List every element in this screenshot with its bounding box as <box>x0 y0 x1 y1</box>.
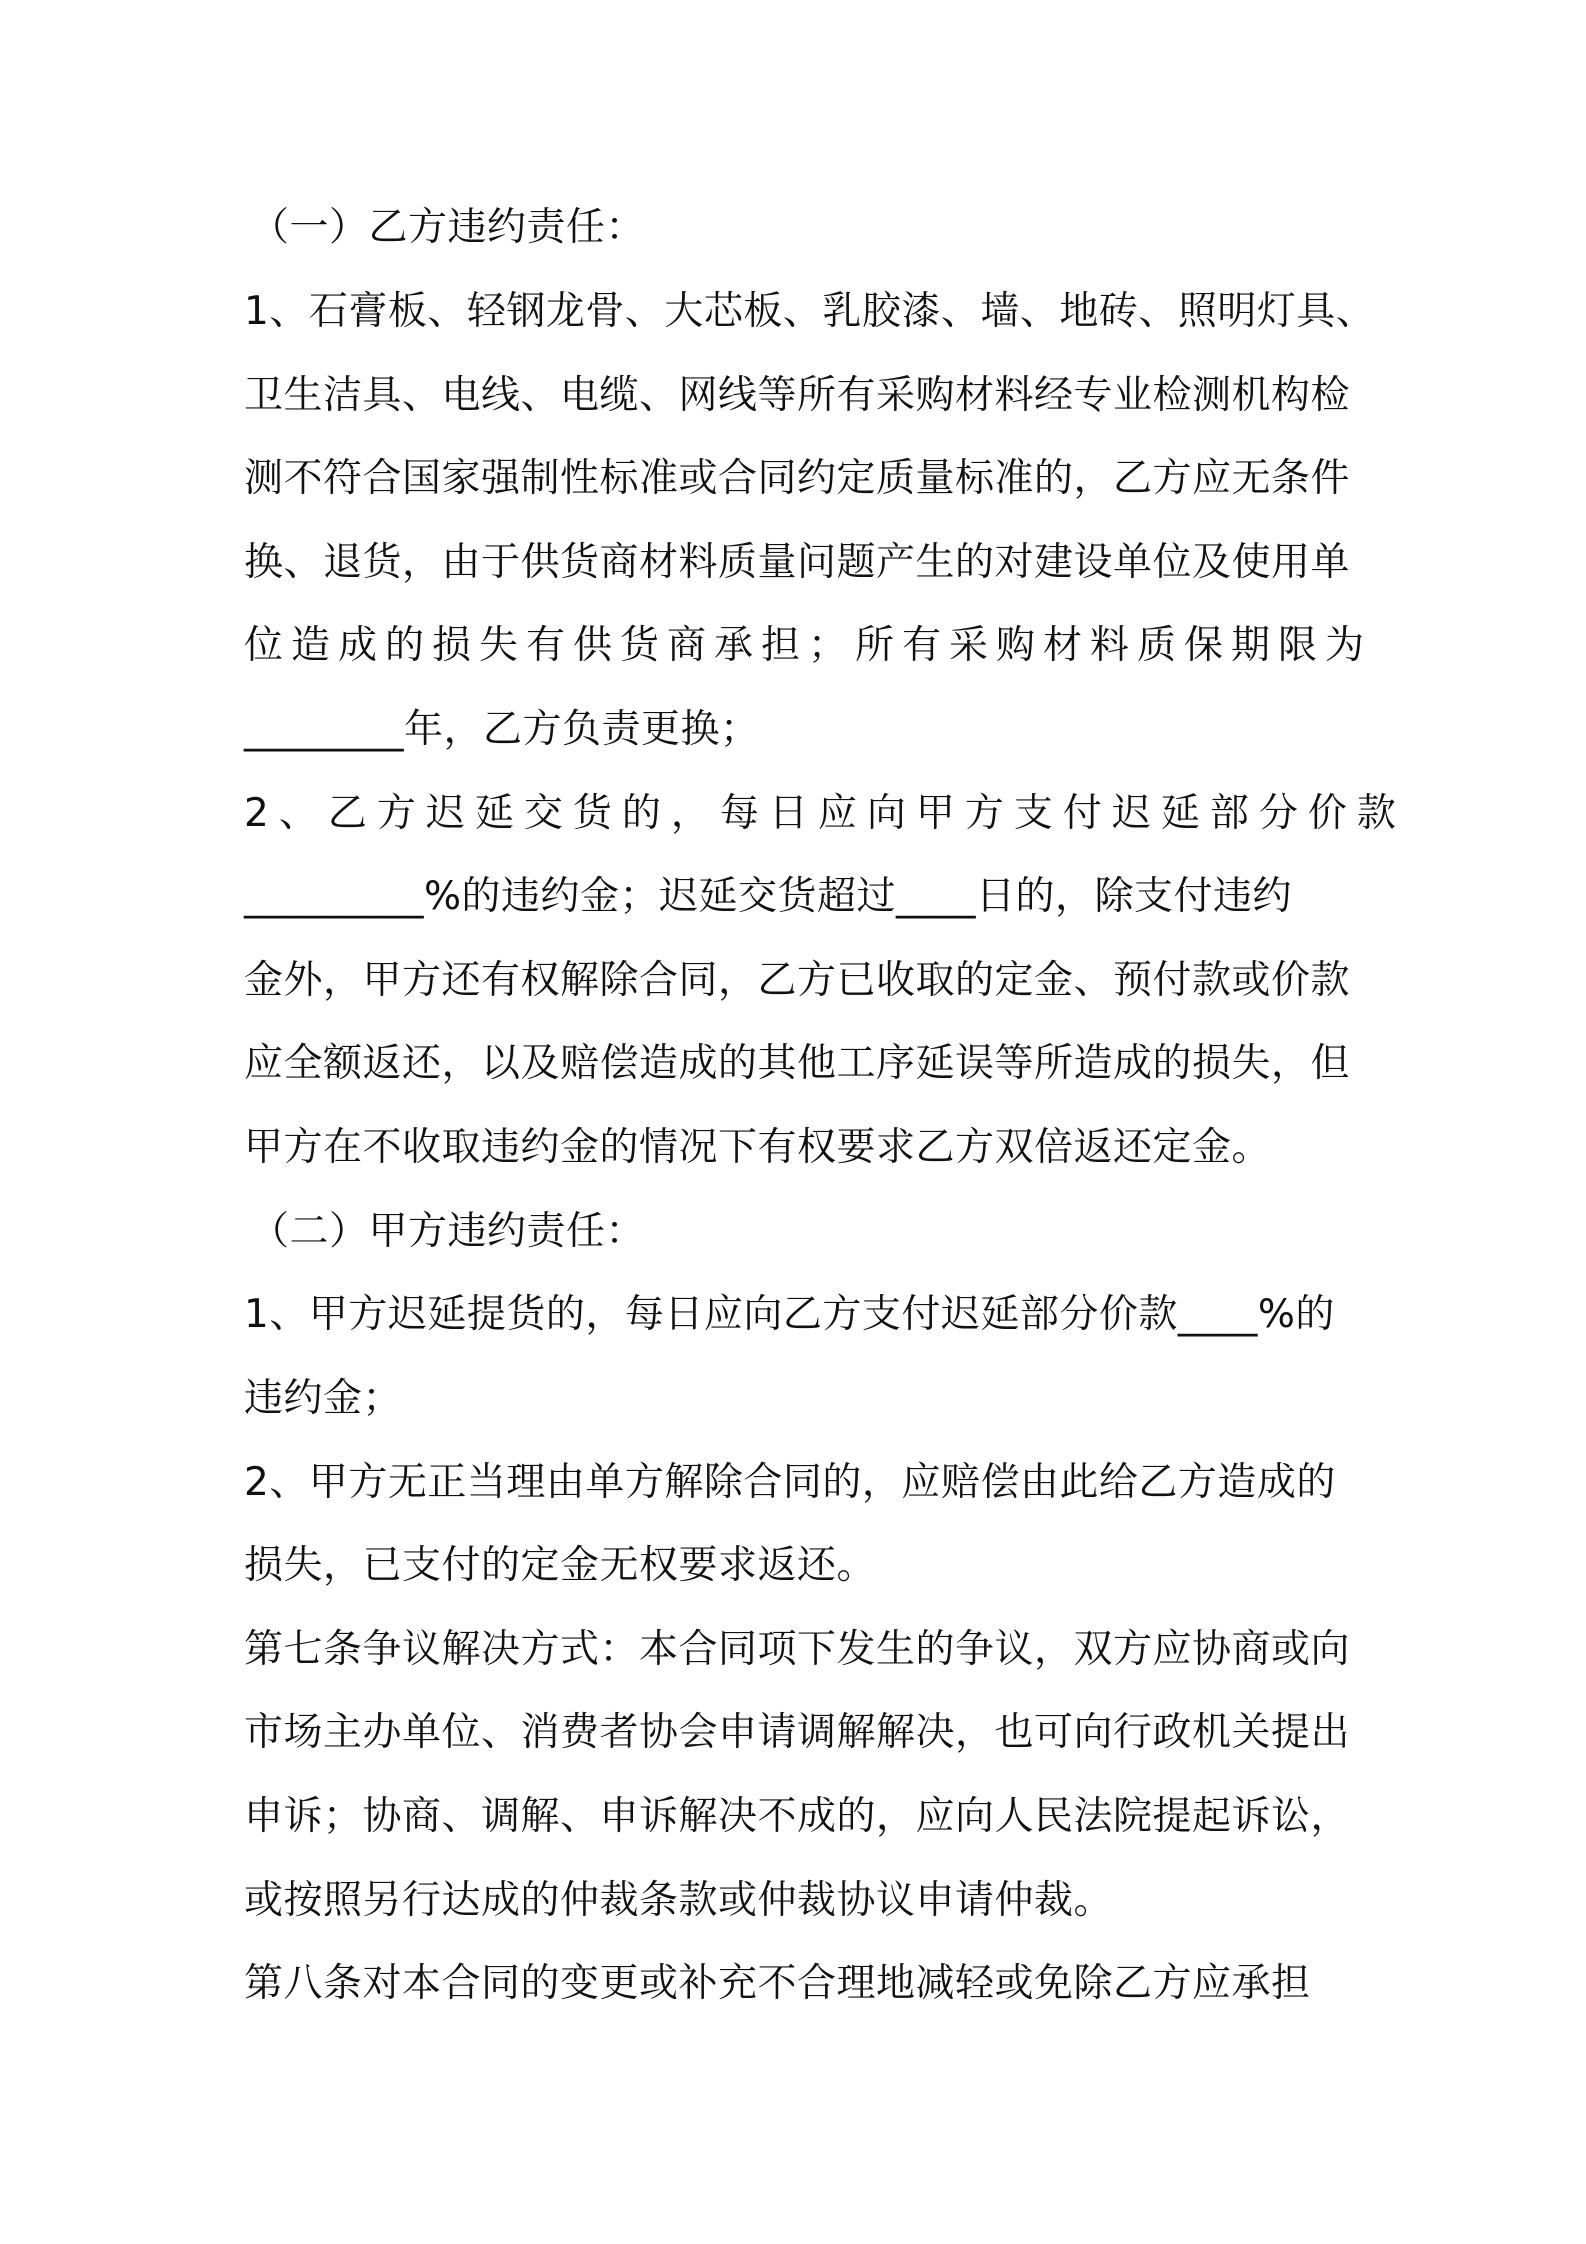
paragraph-line: 或按照另行达成的仲裁条款或仲裁协议申请仲裁。 <box>244 1878 1114 1923</box>
paragraph-line: 违约金； <box>244 1376 403 1421</box>
paragraph-line: 测不符合国家强制性标准或合同约定质量标准的，乙方应无条件 <box>244 456 1351 501</box>
paragraph-line: 市场主办单位、消费者协会申请调解解决，也可向行政机关提出 <box>244 1710 1351 1755</box>
paragraph-line: 第八条对本合同的变更或补充不合理地减轻或免除乙方应承担 <box>244 1961 1311 2006</box>
section-heading-party-b-liability: （一）乙方违约责任： <box>250 205 646 250</box>
paragraph-line: 第七条争议解决方式：本合同项下发生的争议，双方应协商或向 <box>244 1627 1351 1672</box>
paragraph-line: 换、退货，由于供货商材料质量问题产生的对建设单位及使用单 <box>244 540 1351 585</box>
paragraph-line: 损失，已支付的定金无权要求返还。 <box>244 1543 877 1588</box>
paragraph-line: 申诉；协商、调解、申诉解决不成的，应向人民法院提起诉讼， <box>244 1794 1351 1839</box>
paragraph-line: 位造成的损失有供货商承担；所有采购材料质保期限为 <box>244 623 1373 668</box>
paragraph-line: 2、甲方无正当理由单方解除合同的，应赔偿由此给乙方造成的 <box>244 1460 1336 1505</box>
paragraph-line: 2、乙方迟延交货的，每日应向甲方支付迟延部分价款 <box>244 791 1406 836</box>
paragraph-line: _________%的违约金；迟延交货超过____日的，除支付违约 <box>244 874 1293 919</box>
paragraph-line: 1、石膏板、轻钢龙骨、大芯板、乳胶漆、墙、地砖、照明灯具、 <box>244 289 1376 334</box>
paragraph-line: 1、甲方迟延提货的，每日应向乙方支付迟延部分价款____%的 <box>244 1292 1335 1337</box>
paragraph-line: 应全额返还，以及赔偿造成的其他工序延误等所造成的损失，但 <box>244 1041 1351 1086</box>
paragraph-line: ________年，乙方负责更换； <box>244 707 760 752</box>
paragraph-line: 卫生洁具、电线、电缆、网线等所有采购材料经专业检测机构检 <box>244 373 1351 418</box>
section-heading-party-a-liability: （二）甲方违约责任： <box>250 1209 646 1254</box>
paragraph-line: 甲方在不收取违约金的情况下有权要求乙方双倍返还定金。 <box>244 1125 1272 1170</box>
paragraph-line: 金外，甲方还有权解除合同，乙方已收取的定金、预付款或价款 <box>244 958 1351 1003</box>
